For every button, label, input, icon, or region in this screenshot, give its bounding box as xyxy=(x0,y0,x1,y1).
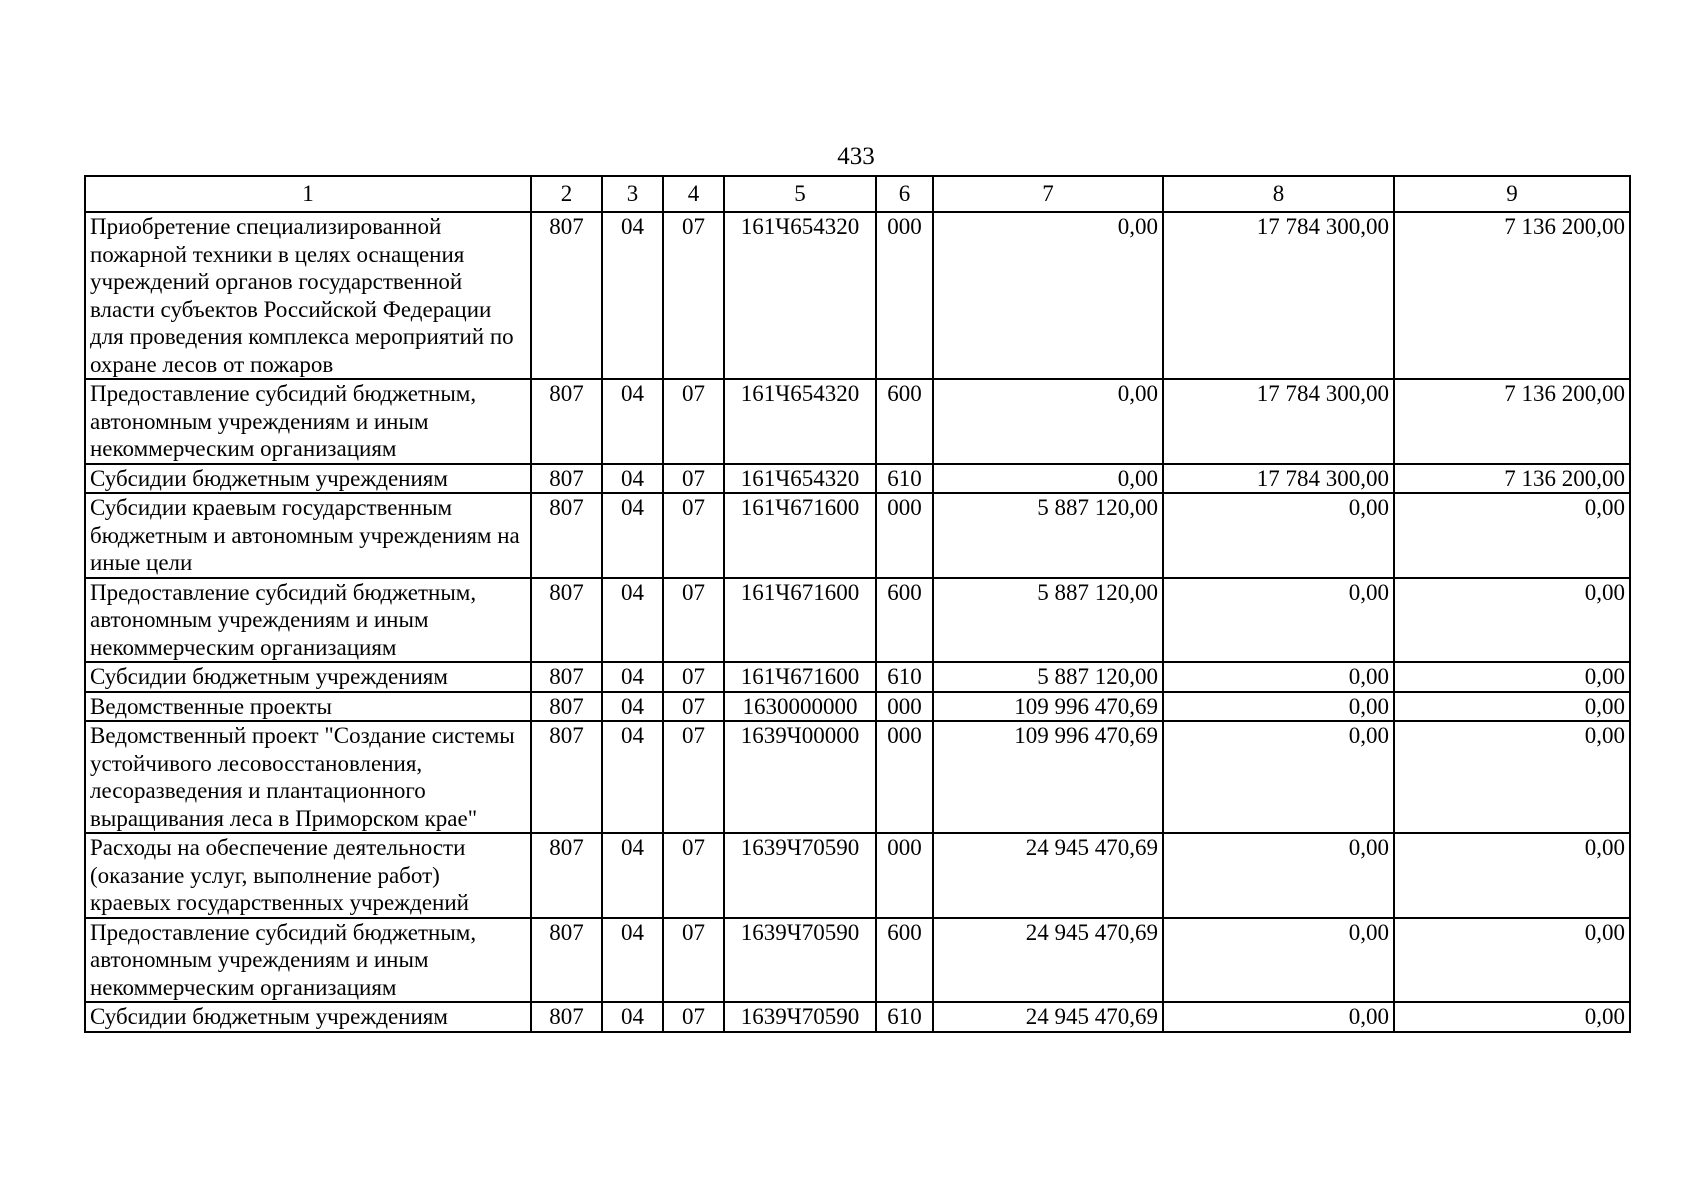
row-name: Расходы на обеспечение деятельности (оказание услуг, выполнение работ) краевых государственных учреждений xyxy=(85,833,531,918)
table-row xyxy=(85,379,1630,464)
row-code-6: 000 xyxy=(876,493,933,578)
row-amount-9: 0,00 xyxy=(1394,493,1630,578)
row-amount-9: 0,00 xyxy=(1394,662,1630,692)
row-code-2: 807 xyxy=(531,833,602,918)
row-name: Приобретение специализированной пожарной техники в целях оснащения учреждений органов государственной власти субъектов Российской Федерации для проведения комплекса мероприятий по охране лесов от пожаров xyxy=(85,212,531,379)
row-code-2: 807 xyxy=(531,721,602,833)
row-amount-8: 0,00 xyxy=(1163,662,1394,692)
row-amount-8: 0,00 xyxy=(1163,918,1394,1003)
row-amount-9: 7 136 200,00 xyxy=(1394,212,1630,379)
row-name: Предоставление субсидий бюджетным, автономным учреждениям и иным некоммерческим организациям xyxy=(85,578,531,663)
row-code-2: 807 xyxy=(531,212,602,379)
row-code-3: 04 xyxy=(602,493,663,578)
header-col-4: 4 xyxy=(663,176,724,212)
row-amount-9: 0,00 xyxy=(1394,833,1630,918)
row-code-5: 1639Ч00000 xyxy=(724,721,876,833)
row-amount-7: 24 945 470,69 xyxy=(933,1002,1163,1032)
row-code-6: 600 xyxy=(876,379,933,464)
row-code-5: 1639Ч70590 xyxy=(724,918,876,1003)
table-row xyxy=(85,833,1630,918)
row-amount-7: 24 945 470,69 xyxy=(933,918,1163,1003)
table-row xyxy=(85,692,1630,722)
row-code-6: 600 xyxy=(876,918,933,1003)
row-code-3: 04 xyxy=(602,1002,663,1032)
row-name: Субсидии бюджетным учреждениям xyxy=(85,1002,531,1032)
row-code-4: 07 xyxy=(663,578,724,663)
row-code-5: 1639Ч70590 xyxy=(724,833,876,918)
row-code-6: 600 xyxy=(876,578,933,663)
row-code-3: 04 xyxy=(602,578,663,663)
row-code-2: 807 xyxy=(531,379,602,464)
table-row xyxy=(85,212,1630,379)
row-amount-9: 0,00 xyxy=(1394,918,1630,1003)
row-code-5: 161Ч654320 xyxy=(724,464,876,494)
row-amount-7: 5 887 120,00 xyxy=(933,493,1163,578)
header-col-2: 2 xyxy=(531,176,602,212)
row-code-2: 807 xyxy=(531,493,602,578)
row-amount-9: 0,00 xyxy=(1394,692,1630,722)
row-code-2: 807 xyxy=(531,692,602,722)
row-code-4: 07 xyxy=(663,493,724,578)
row-code-6: 000 xyxy=(876,212,933,379)
row-code-4: 07 xyxy=(663,212,724,379)
header-col-9: 9 xyxy=(1394,176,1630,212)
table-row xyxy=(85,578,1630,663)
row-amount-8: 17 784 300,00 xyxy=(1163,212,1394,379)
header-col-5: 5 xyxy=(724,176,876,212)
row-code-3: 04 xyxy=(602,662,663,692)
row-code-5: 1639Ч70590 xyxy=(724,1002,876,1032)
header-col-1: 1 xyxy=(85,176,531,212)
header-col-3: 3 xyxy=(602,176,663,212)
row-code-3: 04 xyxy=(602,721,663,833)
page-number: 433 xyxy=(837,143,875,170)
row-name: Субсидии краевым государственным бюджетным и автономным учреждениям на иные цели xyxy=(85,493,531,578)
row-code-5: 1630000000 xyxy=(724,692,876,722)
row-code-3: 04 xyxy=(602,212,663,379)
row-code-2: 807 xyxy=(531,1002,602,1032)
row-code-2: 807 xyxy=(531,578,602,663)
row-code-3: 04 xyxy=(602,464,663,494)
row-amount-7: 0,00 xyxy=(933,212,1163,379)
row-code-5: 161Ч671600 xyxy=(724,493,876,578)
row-amount-8: 0,00 xyxy=(1163,578,1394,663)
row-name: Ведомственные проекты xyxy=(85,692,531,722)
row-amount-9: 0,00 xyxy=(1394,721,1630,833)
row-amount-9: 7 136 200,00 xyxy=(1394,379,1630,464)
header-col-6: 6 xyxy=(876,176,933,212)
row-code-3: 04 xyxy=(602,379,663,464)
row-amount-8: 17 784 300,00 xyxy=(1163,464,1394,494)
row-amount-7: 5 887 120,00 xyxy=(933,662,1163,692)
row-code-3: 04 xyxy=(602,918,663,1003)
row-name: Субсидии бюджетным учреждениям xyxy=(85,464,531,494)
row-code-6: 000 xyxy=(876,692,933,722)
row-code-6: 610 xyxy=(876,464,933,494)
row-code-4: 07 xyxy=(663,721,724,833)
row-amount-8: 0,00 xyxy=(1163,1002,1394,1032)
row-code-4: 07 xyxy=(663,918,724,1003)
row-amount-9: 7 136 200,00 xyxy=(1394,464,1630,494)
row-amount-7: 24 945 470,69 xyxy=(933,833,1163,918)
row-code-5: 161Ч654320 xyxy=(724,379,876,464)
row-amount-7: 5 887 120,00 xyxy=(933,578,1163,663)
row-code-2: 807 xyxy=(531,662,602,692)
row-amount-8: 0,00 xyxy=(1163,833,1394,918)
header-col-7: 7 xyxy=(933,176,1163,212)
table-row xyxy=(85,464,1630,494)
table-row xyxy=(85,918,1630,1003)
row-code-4: 07 xyxy=(663,379,724,464)
row-code-5: 161Ч654320 xyxy=(724,212,876,379)
row-name: Предоставление субсидий бюджетным, автономным учреждениям и иным некоммерческим организациям xyxy=(85,918,531,1003)
row-code-2: 807 xyxy=(531,464,602,494)
header-col-8: 8 xyxy=(1163,176,1394,212)
budget-table xyxy=(84,175,1631,1033)
row-code-3: 04 xyxy=(602,692,663,722)
table-row xyxy=(85,662,1630,692)
row-code-4: 07 xyxy=(663,662,724,692)
row-code-5: 161Ч671600 xyxy=(724,578,876,663)
row-code-4: 07 xyxy=(663,464,724,494)
header-row xyxy=(85,176,1630,212)
row-amount-7: 0,00 xyxy=(933,464,1163,494)
table-row xyxy=(85,1002,1630,1032)
row-amount-9: 0,00 xyxy=(1394,1002,1630,1032)
row-amount-8: 0,00 xyxy=(1163,692,1394,722)
row-amount-7: 109 996 470,69 xyxy=(933,692,1163,722)
row-code-6: 000 xyxy=(876,833,933,918)
row-code-4: 07 xyxy=(663,833,724,918)
table-row xyxy=(85,721,1630,833)
row-code-2: 807 xyxy=(531,918,602,1003)
row-name: Ведомственный проект "Создание системы устойчивого лесовосстановления, лесоразведения и плантационного выращивания леса в Приморском крае" xyxy=(85,721,531,833)
row-amount-8: 0,00 xyxy=(1163,493,1394,578)
row-code-4: 07 xyxy=(663,1002,724,1032)
row-amount-7: 109 996 470,69 xyxy=(933,721,1163,833)
row-code-4: 07 xyxy=(663,692,724,722)
row-code-3: 04 xyxy=(602,833,663,918)
row-code-6: 610 xyxy=(876,662,933,692)
row-amount-7: 0,00 xyxy=(933,379,1163,464)
table-row xyxy=(85,493,1630,578)
row-code-6: 000 xyxy=(876,721,933,833)
row-name: Предоставление субсидий бюджетным, автономным учреждениям и иным некоммерческим организациям xyxy=(85,379,531,464)
row-amount-8: 0,00 xyxy=(1163,721,1394,833)
row-code-6: 610 xyxy=(876,1002,933,1032)
row-code-5: 161Ч671600 xyxy=(724,662,876,692)
row-amount-8: 17 784 300,00 xyxy=(1163,379,1394,464)
row-name: Субсидии бюджетным учреждениям xyxy=(85,662,531,692)
row-amount-9: 0,00 xyxy=(1394,578,1630,663)
